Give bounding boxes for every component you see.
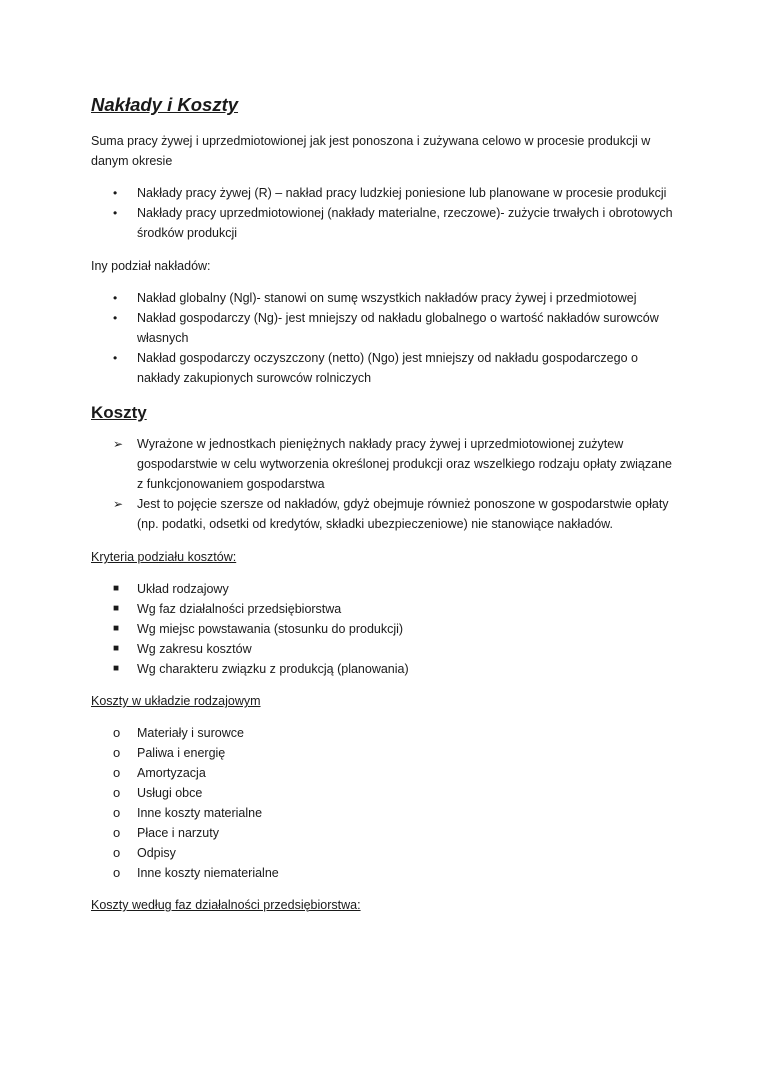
koszty-list	[91, 434, 681, 534]
list-item	[91, 579, 681, 599]
list-item-text: Usługi obce	[137, 786, 203, 800]
circle-bullet-icon: o	[113, 765, 121, 780]
circle-bullet-icon: o	[113, 825, 121, 840]
naklady-list	[91, 183, 681, 243]
rodzajowy-list	[91, 723, 681, 883]
fazy-heading: Koszty według faz działalności przedsiębiorstwa:	[91, 898, 361, 912]
square-bullet-icon: ■	[113, 583, 120, 594]
list-item-text: Płace i narzuty	[137, 826, 219, 840]
list-item	[91, 203, 681, 243]
bullet-icon: •	[113, 186, 118, 200]
list-item-text: Nakłady pracy żywej (R) – nakład pracy ludzkiej poniesione lub planowane w procesie produkcji	[137, 186, 667, 200]
list-item-text: Materiały i surowce	[137, 726, 244, 740]
list-item	[91, 288, 681, 308]
list-item	[91, 659, 681, 679]
list-item-text: Wg charakteru związku z produkcją (planowania)	[137, 662, 409, 676]
podzial-list	[91, 288, 681, 388]
square-bullet-icon: ■	[113, 643, 120, 654]
circle-bullet-icon: o	[113, 845, 121, 860]
square-bullet-icon: ■	[113, 623, 120, 634]
list-item	[91, 863, 681, 883]
list-item	[91, 803, 681, 823]
page-title: Nakłady i Koszty	[91, 94, 239, 115]
list-item	[91, 348, 681, 388]
list-item	[91, 763, 681, 783]
arrow-bullet-icon: ➢	[113, 497, 124, 511]
square-bullet-icon: ■	[113, 603, 120, 614]
list-item-text: Układ rodzajowy	[137, 582, 229, 596]
arrow-bullet-icon: ➢	[113, 437, 124, 451]
bullet-icon: •	[113, 291, 118, 305]
list-item-text: Amortyzacja	[137, 766, 206, 780]
bullet-icon: •	[113, 351, 118, 365]
list-item-text: Odpisy	[137, 846, 176, 860]
list-item-text: Nakład globalny (Ngl)- stanowi on sumę wszystkich nakładów pracy żywej i przedmiotowej	[137, 291, 637, 305]
list-item-text: Inne koszty materialne	[137, 806, 263, 820]
list-item-text: Nakład gospodarczy oczyszczony (netto) (Ngo) jest mniejszy od nakładu gospodarczego o nakłady zakupionych surowców rolniczych	[137, 351, 638, 385]
intro-paragraph: Suma pracy żywej i uprzedmiotowionej jak jest ponoszona i zużywana celowo w procesie produkcji w danym okresie	[91, 134, 651, 168]
bullet-icon: •	[113, 206, 118, 220]
circle-bullet-icon: o	[113, 745, 121, 760]
list-item	[91, 843, 681, 863]
list-item-text: Paliwa i energię	[137, 746, 226, 760]
list-item-text: Wg miejsc powstawania (stosunku do produkcji)	[137, 622, 404, 636]
rodzajowy-heading: Koszty w układzie rodzajowym	[91, 694, 261, 708]
list-item-text: Jest to pojęcie szersze od nakładów, gdyż obejmuje również ponoszone w gospodarstwie opłaty (np. podatki, odsetki od kredytów, składki ubezpieczeniowe) nie stanowiące nakładów.	[137, 497, 669, 531]
list-item-text: Wg zakresu kosztów	[137, 642, 252, 656]
list-item-text: Nakłady pracy uprzedmiotowionej (nakłady materialne, rzeczowe)- zużycie trwałych i obrotowych środków produkcji	[137, 206, 673, 240]
list-item-text: Inne koszty niematerialne	[137, 866, 279, 880]
circle-bullet-icon: o	[113, 725, 121, 740]
circle-bullet-icon: o	[113, 805, 121, 820]
list-item	[91, 183, 681, 203]
list-item	[91, 619, 681, 639]
koszty-heading: Koszty	[91, 403, 147, 422]
list-item	[91, 494, 681, 534]
podzial-heading: Iny podział nakładów:	[91, 259, 211, 273]
kryteria-heading: Kryteria podziału kosztów:	[91, 550, 237, 564]
list-item-text: Nakład gospodarczy (Ng)- jest mniejszy od nakładu globalnego o wartość nakładów surowców własnych	[137, 311, 659, 345]
kryteria-list	[91, 579, 681, 679]
list-item-text: Wyrażone w jednostkach pieniężnych nakłady pracy żywej i uprzedmiotowionej zużytew gospodarstwie w celu wytworzenia określonej produkcji oraz wszelkiego rodzaju opłaty związane z funkcjonowaniem gospodarstwa	[137, 437, 672, 491]
list-item-text: Wg faz działalności przedsiębiorstwa	[137, 602, 342, 616]
bullet-icon: •	[113, 311, 118, 325]
list-item	[91, 823, 681, 843]
square-bullet-icon: ■	[113, 663, 120, 674]
list-item	[91, 783, 681, 803]
list-item	[91, 308, 681, 348]
document-content	[91, 92, 681, 915]
circle-bullet-icon: o	[113, 865, 121, 880]
list-item	[91, 599, 681, 619]
list-item	[91, 639, 681, 659]
list-item	[91, 743, 681, 763]
list-item	[91, 723, 681, 743]
circle-bullet-icon: o	[113, 785, 121, 800]
list-item	[91, 434, 681, 494]
